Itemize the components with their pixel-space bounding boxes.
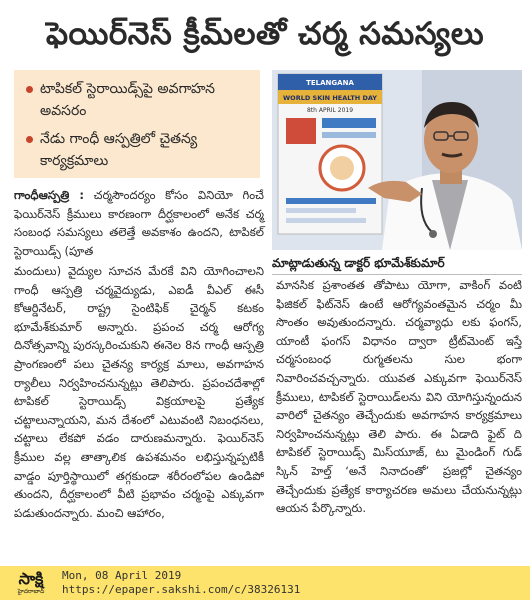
article-column-left [14, 262, 264, 522]
article-paragraph: మానసిక ప్రశాంతత తోపాటు యోగా, వాకింగ్ వంటి ఫిజికల్ ఫిట్‌నెస్ ఉంటే ఆరోగ్యవంతమైన చర్మం మీ సొంతం అవుతుందన్నారు. చర్మవ్యాధు లకు ఫంగస్, యాంటీ ఫంగస్ విధానం ద్వారా ట్రీట్‌మెంట్ ఇస్తే చర్మసంబంధ రుగ్మతలను సుల భంగా నివారించవచ్చన్నారు. యువత ఎక్కువగా ఫెయిర్‌నెస్ క్రీములు, టాపికల్ స్టెరాయిడ్‌లను విని యోగిస్తున్నందున వారిలో చైతన్యం తెచ్చేందుకు అవగాహన కార్యక్రమాలు నిర్వహించనున్నట్లు తెలి పారు. ఈ ఏడాది ఫైట్ ది టాపికల్ స్టెరాయిడ్స్ మిస్‌యూజ్, టు మైండింగ్ గుడ్ స్కిన్ హెల్త్ ‘అనే నినాదంతో’ ప్రజల్లో చైతన్యం తెచ్చేందుకు ప్రత్యేక కార్యాచరణ అమలు చేయనున్నట్లు ఆయన పేర్కొన్నారు. [276, 278, 522, 516]
highlight-text: నేడు గాంధీ ఆస్పత్రిలో చైతన్య కార్యక్రమాలు [40, 131, 198, 169]
footer-bar [0, 566, 530, 600]
poster-board [278, 74, 382, 234]
dateline: గాంధీఆస్పత్రి : [14, 188, 84, 202]
highlights-box [14, 70, 260, 178]
logo-subtext: హైదరాబాద్ [17, 588, 45, 595]
edition-date: Mon, 08 April 2019 [62, 569, 182, 582]
article-column-right [276, 276, 522, 518]
poster-text: 8th APRIL 2019 [306, 107, 354, 114]
photo-caption: మాట్లాడుతున్న డాక్టర్ భూమేశ్‌కుమార్ [272, 252, 522, 275]
poster-text: WORLD SKIN HEALTH DAY [283, 94, 377, 102]
epaper-link[interactable]: https://epaper.sakshi.com/c/38326131 [62, 583, 301, 596]
article-paragraph: మందులు) వైద్యుల సూచన మేరకే విని యోగించాలని గాంధీ ఆస్పత్రి చర్మవైద్యుడు, ఎఐడీ వీఎల్ ఈసీ కోఆర్డినేటర్, రాష్ట్ర సైంటిఫిక్ చైర్మన్ కటకం భూమేశ్‌కుమార్ అన్నారు. ప్రపంచ చర్మ ఆరోగ్య దినోత్సవాన్ని పురస్కరించుకుని ఈనెల 8న గాంధీ ఆస్పత్రి ప్రాంగణంలో పలు చైతన్య కార్యక్ర మాలు, అవగాహన ర్యాలీలు నిర్వహించనున్నట్లు తెలిపారు. ప్రపంచదేశాల్లో టాపికల్ స్టెరాయిడ్స్ విక్రయాలపై ప్రత్యేక చట్టాలున్నాయని, మన దేశంలో ఎటువంటి నిబంధనలు, చట్టాలు లేకపో వడం దారుణమన్నారు. ఫెయిర్‌నెస్ క్రీముల వల్ల తాత్కాలిక ఉపశమనం లభిస్తున్నప్పటికీ వాడ్డం పూర్తిస్థాయిలో తగ్గకుండా శరీరంలోపల ఉండిపో తుందని, దీర్ఘకాలంలో వీటి ప్రభావం చర్మంపై ఎక్కువగా పడుతుందన్నారు. మంచి ఆహారం, [14, 264, 264, 520]
footer-info [62, 569, 300, 597]
sakshi-logo [8, 569, 54, 597]
bullet-icon [26, 136, 33, 143]
logo-text: సాక్షి [18, 569, 44, 588]
bullet-icon [26, 86, 33, 93]
highlight-text: టాపికల్ స్టెరాయిడ్స్‌పై అవగాహన అవసరం [40, 81, 215, 119]
highlight-item [24, 128, 252, 172]
article-column-left-top [14, 186, 264, 260]
article-intro: చర్మసౌందర్యం కోసం వినియో గించే ఫెయిర్‌నెస్ క్రీములు కారణంగా దీర్ఘకాలంలో అనేక చర్మ సంబంధ సమస్యలు తలెత్తే అవకాశం ఉందని, టాపికల్ స్టెరాయిడ్స్ (పూత [14, 188, 264, 258]
poster-text: TELANGANA [306, 79, 354, 87]
doctor-photo [272, 70, 522, 250]
highlight-item [24, 78, 252, 122]
headline: ఫెయిర్‌నెస్ క్రీమ్‌లతో చర్మ సమస్యలు [45, 16, 485, 52]
